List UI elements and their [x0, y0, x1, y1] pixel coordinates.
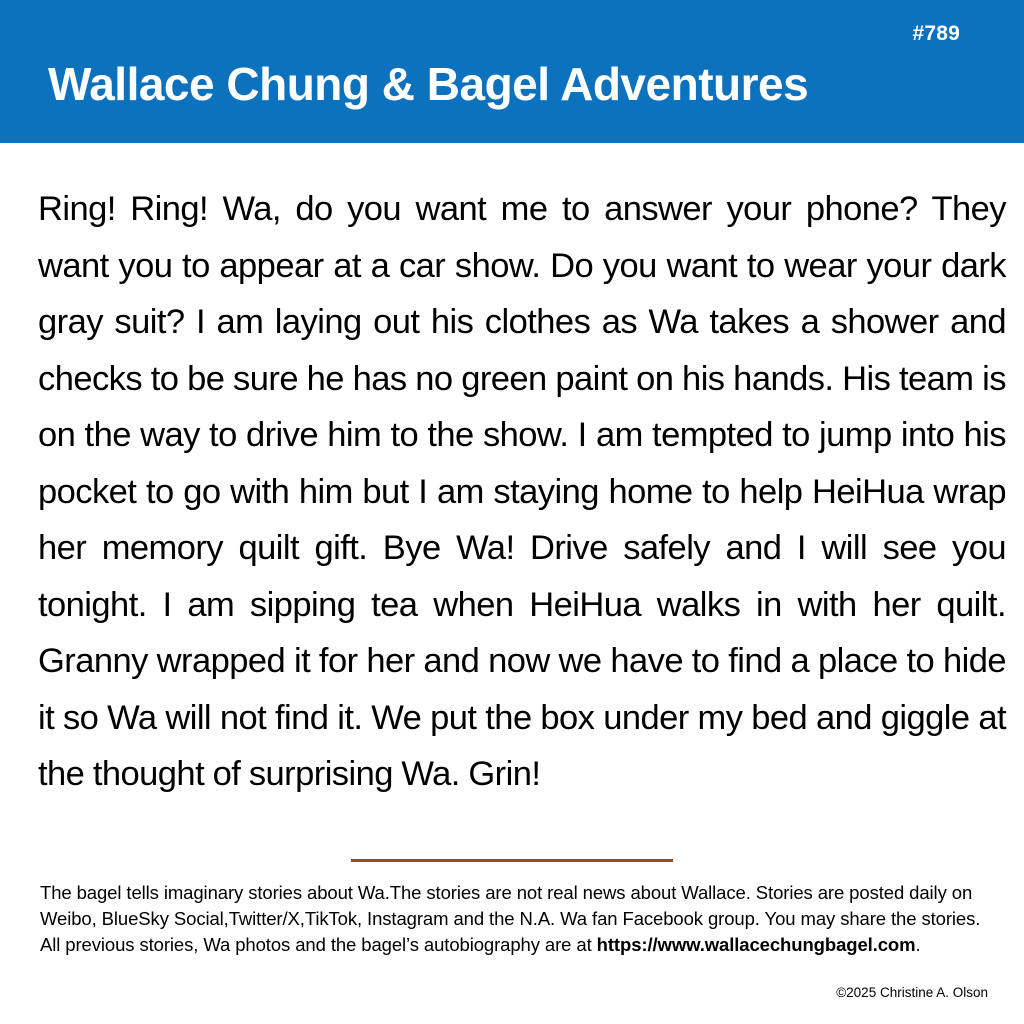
section-divider: [351, 859, 673, 862]
website-link[interactable]: https://www.wallacechungbagel.com: [596, 934, 916, 955]
footer-disclaimer: [40, 880, 990, 958]
disclaimer-text-part1: The bagel tells imaginary stories about Wa.The stories are not real news about Wallace. Stories are posted daily on Weibo, BlueSky Social,Twitter/X,TikTok, Instagram and the N.A. Wa fan Facebook group. You may share the stories. All previous stories, Wa photos and the bagel’s autobiography are at: [40, 882, 981, 955]
story-body: Ring! Ring! Wa, do you want me to answer your phone? They want you to appear at a car show. Do you want to wear your dark gray suit? I am laying out his clothes as Wa takes a shower and checks to be sure he has no green paint on his hands. His team is on the way to drive him to the show. I am tempted to jump into his pocket to go with him but I am staying home to help HeiHua wrap her memory quilt gift. Bye Wa! Drive safely and I will see you tonight. I am sipping tea when HeiHua walks in with her quilt. Granny wrapped it for her and now we have to find a place to hide it so Wa will not find it. We put the box under my bed and giggle at the thought of surprising Wa. Grin!: [38, 190, 1006, 793]
disclaimer-text-part2: .: [915, 934, 921, 955]
card-header: [0, 0, 1024, 143]
page-title: Wallace Chung & Bagel Adventures: [48, 58, 809, 110]
copyright-notice: ©2025 Christine A. Olson: [836, 985, 988, 1000]
divider-container: [0, 852, 1024, 870]
issue-number: #789: [912, 22, 960, 45]
